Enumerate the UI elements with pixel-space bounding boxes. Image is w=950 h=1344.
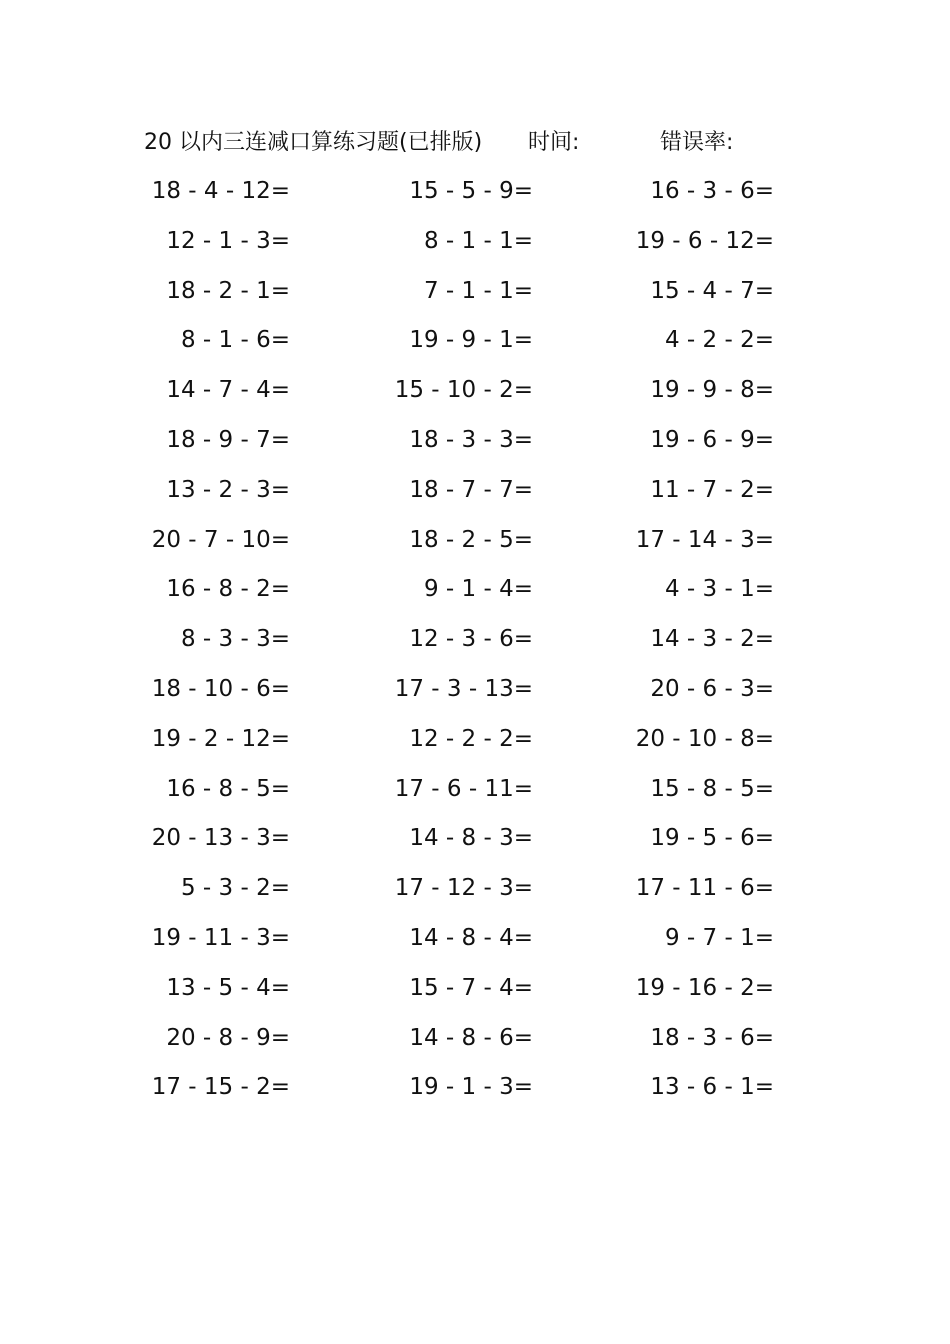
math-problem: 20 - 10 - 8=	[635, 725, 774, 752]
math-problem: 14 - 8 - 6=	[409, 1024, 533, 1051]
math-problem: 8 - 1 - 1=	[423, 227, 533, 254]
math-problem: 19 - 5 - 6=	[650, 825, 774, 852]
math-problem: 8 - 1 - 6=	[180, 327, 290, 354]
problem-row	[0, 174, 950, 224]
problem-row	[0, 523, 950, 573]
problem-row	[0, 373, 950, 423]
math-problem: 20 - 8 - 9=	[166, 1024, 290, 1051]
math-problem: 4 - 2 - 2=	[664, 327, 774, 354]
math-problem: 19 - 6 - 12=	[635, 227, 774, 254]
math-problem: 12 - 1 - 3=	[166, 227, 290, 254]
math-problem: 17 - 14 - 3=	[635, 526, 774, 553]
math-problem: 7 - 1 - 1=	[423, 277, 533, 304]
math-problem: 17 - 11 - 6=	[635, 875, 774, 902]
problem-row	[0, 1070, 950, 1120]
math-problem: 17 - 6 - 11=	[394, 775, 533, 802]
math-problem: 19 - 6 - 9=	[650, 426, 774, 453]
problem-row	[0, 473, 950, 523]
problem-row	[0, 572, 950, 622]
math-problem: 20 - 7 - 10=	[151, 526, 290, 553]
math-problem: 18 - 4 - 12=	[151, 178, 290, 204]
problem-row	[0, 323, 950, 373]
math-problem: 15 - 5 - 9=	[409, 178, 533, 204]
problem-row	[0, 821, 950, 871]
math-problem: 14 - 8 - 4=	[409, 924, 533, 951]
math-problem: 18 - 3 - 6=	[650, 1024, 774, 1051]
math-problem: 18 - 7 - 7=	[409, 476, 533, 503]
math-problem: 14 - 8 - 3=	[409, 825, 533, 852]
math-problem: 13 - 5 - 4=	[166, 974, 290, 1001]
math-problem: 12 - 2 - 2=	[409, 725, 533, 752]
problem-row	[0, 722, 950, 772]
math-problem: 11 - 7 - 2=	[650, 476, 774, 503]
problem-row	[0, 274, 950, 324]
math-problem: 18 - 2 - 1=	[166, 277, 290, 304]
math-problem: 19 - 2 - 12=	[151, 725, 290, 752]
math-problem: 14 - 7 - 4=	[166, 377, 290, 404]
math-problem: 8 - 3 - 3=	[180, 626, 290, 653]
math-problem: 19 - 16 - 2=	[635, 974, 774, 1001]
math-problem: 18 - 10 - 6=	[151, 675, 290, 702]
math-problem: 16 - 8 - 5=	[166, 775, 290, 802]
math-problem: 19 - 1 - 3=	[409, 1074, 533, 1101]
problem-row	[0, 224, 950, 274]
worksheet-title: 20 以内三连减口算练习题(已排版)	[144, 130, 483, 155]
math-problem: 19 - 9 - 1=	[409, 327, 533, 354]
math-problem: 20 - 6 - 3=	[650, 675, 774, 702]
math-problem: 4 - 3 - 1=	[664, 576, 774, 603]
math-problem: 14 - 3 - 2=	[650, 626, 774, 653]
problem-row	[0, 772, 950, 822]
math-problem: 15 - 10 - 2=	[394, 377, 533, 404]
problem-row	[0, 971, 950, 1021]
math-problem: 16 - 8 - 2=	[166, 576, 290, 603]
worksheet-header	[144, 126, 804, 160]
problem-grid	[0, 174, 950, 1120]
math-problem: 18 - 3 - 3=	[409, 426, 533, 453]
math-problem: 13 - 2 - 3=	[166, 476, 290, 503]
math-problem: 19 - 9 - 8=	[650, 377, 774, 404]
math-problem: 13 - 6 - 1=	[650, 1074, 774, 1101]
problem-row	[0, 672, 950, 722]
math-problem: 15 - 4 - 7=	[650, 277, 774, 304]
math-problem: 17 - 15 - 2=	[151, 1074, 290, 1101]
time-label: 时间:	[528, 130, 580, 155]
math-problem: 9 - 1 - 4=	[423, 576, 533, 603]
math-problem: 16 - 3 - 6=	[650, 178, 774, 204]
math-problem: 15 - 7 - 4=	[409, 974, 533, 1001]
math-problem: 12 - 3 - 6=	[409, 626, 533, 653]
math-problem: 18 - 2 - 5=	[409, 526, 533, 553]
math-problem: 9 - 7 - 1=	[664, 924, 774, 951]
math-problem: 15 - 8 - 5=	[650, 775, 774, 802]
math-problem: 17 - 3 - 13=	[394, 675, 533, 702]
problem-row	[0, 871, 950, 921]
math-problem: 17 - 12 - 3=	[394, 875, 533, 902]
math-problem: 20 - 13 - 3=	[151, 825, 290, 852]
problem-row	[0, 622, 950, 672]
math-problem: 19 - 11 - 3=	[151, 924, 290, 951]
math-problem: 5 - 3 - 2=	[180, 875, 290, 902]
problem-row	[0, 921, 950, 971]
math-problem: 18 - 9 - 7=	[166, 426, 290, 453]
problem-row	[0, 423, 950, 473]
problem-row	[0, 1021, 950, 1071]
error-rate-label: 错误率:	[660, 130, 734, 155]
